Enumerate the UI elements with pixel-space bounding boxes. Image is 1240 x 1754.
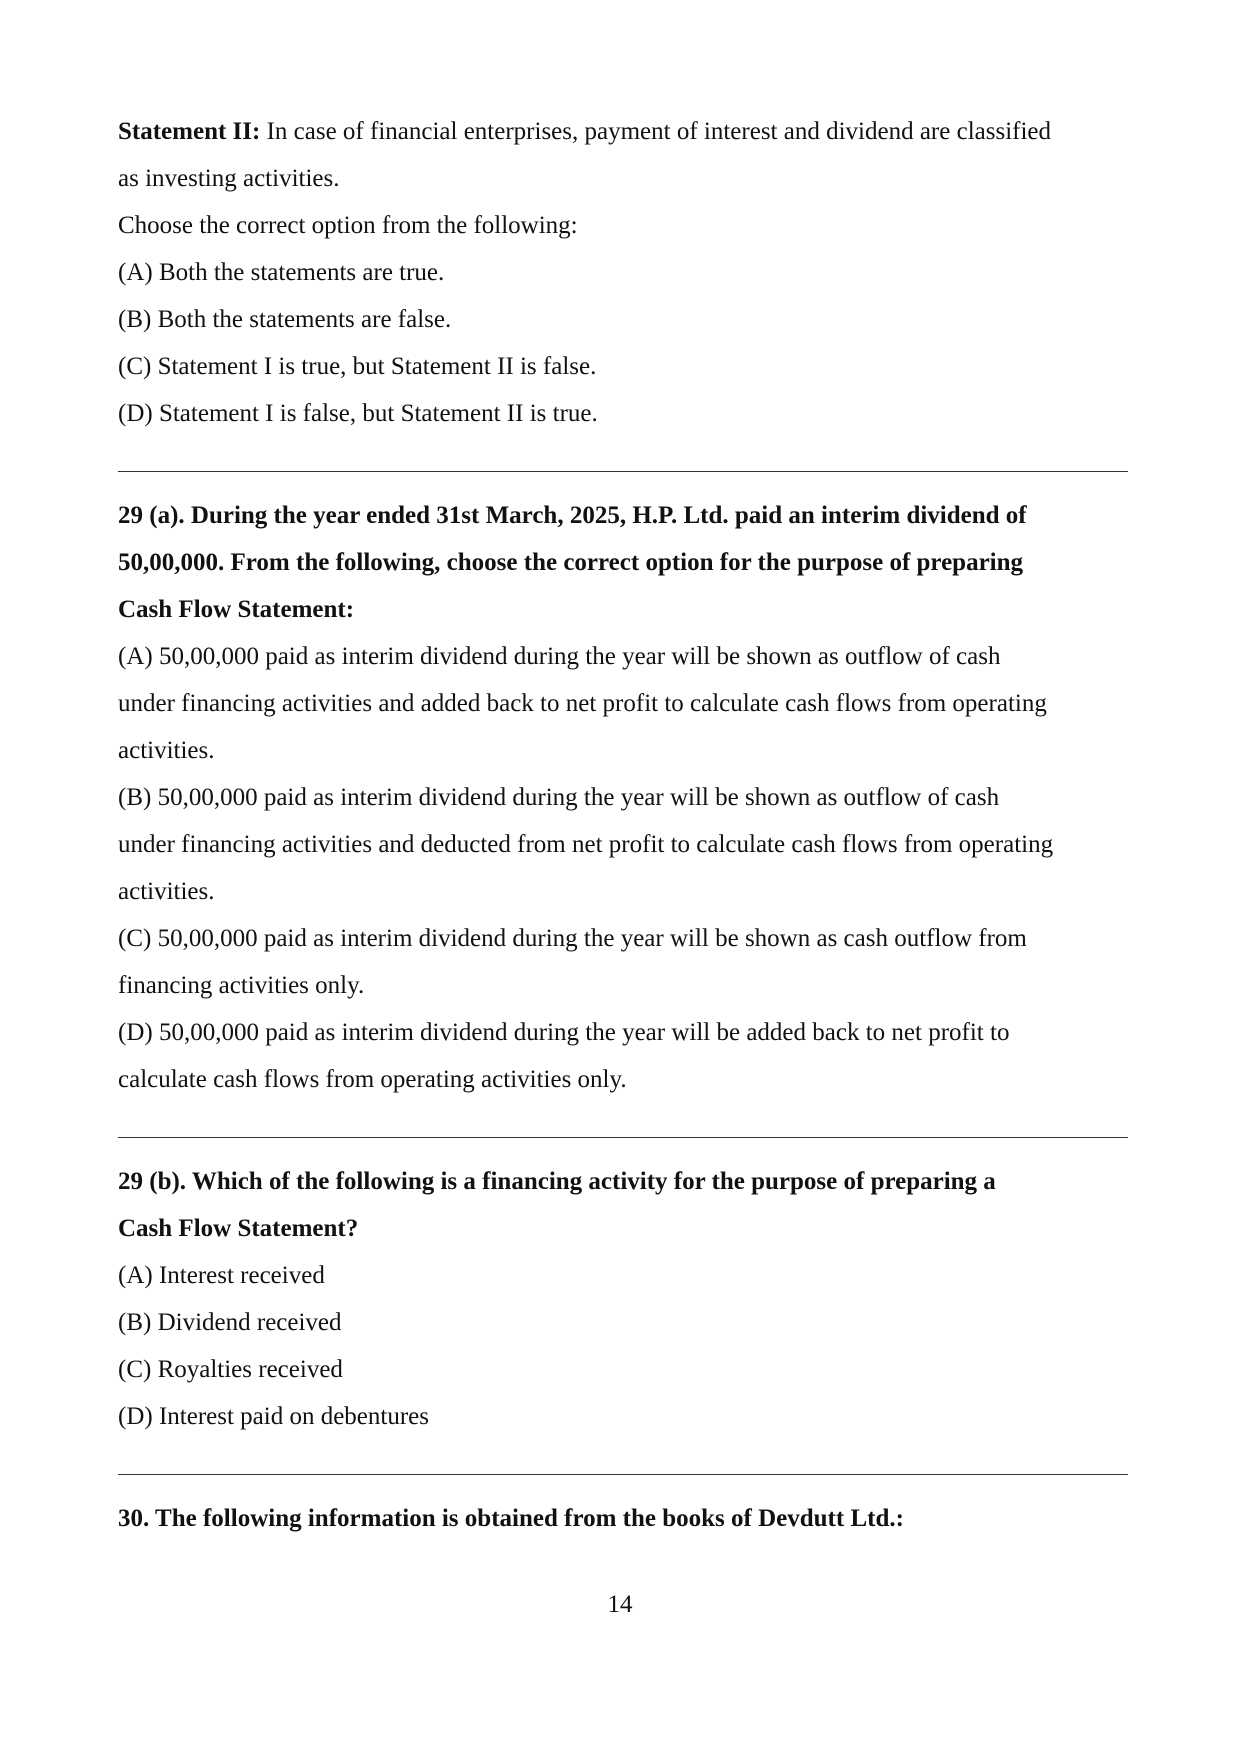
page-number: 14 xyxy=(607,1591,633,1618)
q29b-option-a: (A) Interest received xyxy=(118,1262,325,1289)
q29a-option-a: (A) 50,00,000 paid as interim dividend during the year will be shown as outflow of cash xyxy=(118,643,1001,670)
statement-ii-text-cont: as investing activities. xyxy=(118,165,340,192)
statement-ii-text: In case of financial enterprises, payment of interest and dividend are classified xyxy=(260,118,1052,145)
statement-ii-label: Statement II: xyxy=(118,118,261,145)
q29a-question-line: Cash Flow Statement: xyxy=(118,596,355,623)
question-28-continuation xyxy=(118,108,1128,437)
q29b-option-b: (B) Dividend received xyxy=(118,1309,342,1336)
q29a-option-c: (C) 50,00,000 paid as interim dividend during the year will be shown as cash outflow from xyxy=(118,925,1027,952)
q29a-option-b-cont: activities. xyxy=(118,878,215,905)
q28-option-a: (A) Both the statements are true. xyxy=(118,259,445,286)
q29b-question-line: Cash Flow Statement? xyxy=(118,1215,359,1242)
q29a-option-b-cont: under financing activities and deducted from net profit to calculate cash flows from operating xyxy=(118,831,1054,858)
q28-option-d: (D) Statement I is false, but Statement II is true. xyxy=(118,400,598,427)
question-30 xyxy=(118,1495,1128,1542)
q29a-option-d: (D) 50,00,000 paid as interim dividend during the year will be added back to net profit to xyxy=(118,1019,1010,1046)
q29b-option-c: (C) Royalties received xyxy=(118,1356,343,1383)
q29a-option-a-cont: under financing activities and added back to net profit to calculate cash flows from operating xyxy=(118,690,1047,717)
q30-question: 30. The following information is obtained from the books of Devdutt Ltd.: xyxy=(118,1505,904,1532)
q29a-option-a-cont: activities. xyxy=(118,737,215,764)
q29a-question-line: 50,00,000. From the following, choose the correct option for the purpose of preparing xyxy=(118,549,1024,576)
statement-ii-line xyxy=(118,108,1128,155)
q29a-question-line: 29 (a). During the year ended 31st March, 2025, H.P. Ltd. paid an interim dividend of xyxy=(118,502,1027,529)
page-content xyxy=(118,108,1128,1542)
q28-option-b: (B) Both the statements are false. xyxy=(118,306,452,333)
q29b-option-d: (D) Interest paid on debentures xyxy=(118,1403,429,1430)
choose-option-prompt: Choose the correct option from the following: xyxy=(118,212,578,239)
q29a-option-b: (B) 50,00,000 paid as interim dividend during the year will be shown as outflow of cash xyxy=(118,784,1000,811)
question-29a xyxy=(118,492,1128,1103)
q28-option-c: (C) Statement I is true, but Statement II is false. xyxy=(118,353,597,380)
q29b-question-line: 29 (b). Which of the following is a financing activity for the purpose of preparing a xyxy=(118,1168,996,1195)
question-29b xyxy=(118,1158,1128,1440)
q29a-option-d-cont: calculate cash flows from operating activities only. xyxy=(118,1066,627,1093)
q29a-option-c-cont: financing activities only. xyxy=(118,972,365,999)
